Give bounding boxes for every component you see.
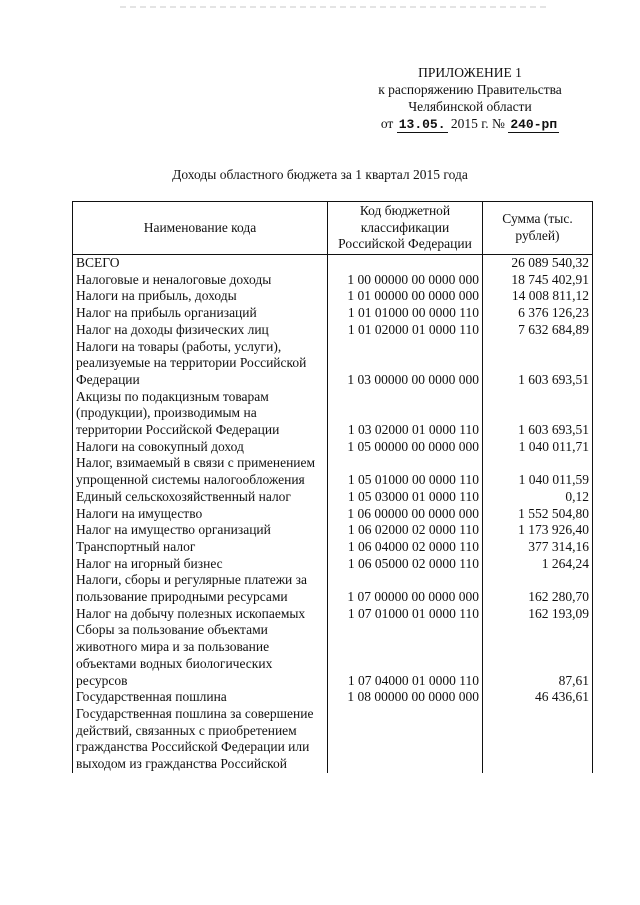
row-amount: 26 089 540,32 — [483, 255, 593, 272]
row-name: Налоговые и неналоговые доходы — [73, 272, 328, 289]
row-amount: 1 040 011,71 — [483, 439, 593, 456]
table-row — [73, 706, 593, 773]
row-amount: 1 603 693,51 — [483, 339, 593, 389]
table-row — [73, 489, 593, 506]
row-name: Налоги на имущество — [73, 506, 328, 523]
row-code: 1 08 00000 00 0000 000 — [328, 689, 483, 706]
row-code: 1 07 04000 01 0000 110 — [328, 622, 483, 689]
table-row — [73, 255, 593, 272]
row-code — [328, 706, 483, 773]
table-row — [73, 288, 593, 305]
row-code: 1 06 00000 00 0000 000 — [328, 506, 483, 523]
row-amount: 162 193,09 — [483, 606, 593, 623]
table-header-row — [73, 202, 593, 255]
row-code: 1 06 02000 02 0000 110 — [328, 522, 483, 539]
row-code — [328, 255, 483, 272]
scan-artifact — [120, 6, 550, 8]
row-code: 1 01 01000 00 0000 110 — [328, 305, 483, 322]
table-row — [73, 305, 593, 322]
row-amount: 1 040 011,59 — [483, 455, 593, 488]
header-name: Наименование кода — [73, 202, 328, 255]
date-value: 13.05. — [398, 117, 446, 132]
row-name: Налог на добычу полезных ископаемых — [73, 606, 328, 623]
row-name: Сборы за пользование объектами животного мира и за пользование объектами водных биологических ресурсов — [73, 622, 328, 689]
table-row — [73, 439, 593, 456]
table-row — [73, 689, 593, 706]
row-amount: 1 173 926,40 — [483, 522, 593, 539]
row-code: 1 05 03000 01 0000 110 — [328, 489, 483, 506]
row-name: Налог, взимаемый в связи с применением упрощенной системы налогообложения — [73, 455, 328, 488]
table-row — [73, 522, 593, 539]
row-amount: 377 314,16 — [483, 539, 593, 556]
row-code: 1 05 01000 00 0000 110 — [328, 455, 483, 488]
table-row — [73, 506, 593, 523]
row-name: Налог на имущество организаций — [73, 522, 328, 539]
row-name: Акцизы по подакцизным товарам (продукции), производимым на территории Российской Федерации — [73, 389, 328, 439]
row-name: Налоги на товары (работы, услуги), реализуемые на территории Российской Федерации — [73, 339, 328, 389]
row-name: ВСЕГО — [73, 255, 328, 272]
order-number: 240-рп — [510, 117, 558, 132]
row-amount: 1 552 504,80 — [483, 506, 593, 523]
header-amount: Сумма (тыс. рублей) — [483, 202, 593, 255]
table-row — [73, 539, 593, 556]
row-code: 1 06 04000 02 0000 110 — [328, 539, 483, 556]
appendix-date-line — [360, 115, 580, 133]
row-code: 1 00 00000 00 0000 000 — [328, 272, 483, 289]
row-amount: 87,61 — [483, 622, 593, 689]
row-code: 1 03 02000 01 0000 110 — [328, 389, 483, 439]
table-row — [73, 556, 593, 573]
table-row — [73, 606, 593, 623]
row-name: Единый сельскохозяйственный налог — [73, 489, 328, 506]
appendix-title: ПРИЛОЖЕНИЕ 1 — [418, 65, 522, 80]
appendix-line-2: Челябинской области — [408, 99, 532, 114]
row-amount: 1 603 693,51 — [483, 389, 593, 439]
row-amount: 1 264,24 — [483, 556, 593, 573]
row-code: 1 05 00000 00 0000 000 — [328, 439, 483, 456]
row-code: 1 03 00000 00 0000 000 — [328, 339, 483, 389]
row-name: Транспортный налог — [73, 539, 328, 556]
table-row — [73, 622, 593, 689]
table-row — [73, 322, 593, 339]
date-prefix: от — [380, 116, 394, 131]
row-amount: 0,12 — [483, 489, 593, 506]
table-row — [73, 339, 593, 389]
row-amount: 18 745 402,91 — [483, 272, 593, 289]
row-code: 1 06 05000 02 0000 110 — [328, 556, 483, 573]
budget-table — [72, 201, 593, 773]
row-amount: 7 632 684,89 — [483, 322, 593, 339]
row-name: Налог на игорный бизнес — [73, 556, 328, 573]
row-name: Налог на доходы физических лиц — [73, 322, 328, 339]
row-code: 1 07 01000 01 0000 110 — [328, 606, 483, 623]
document-title: Доходы областного бюджета за 1 квартал 2015 года — [172, 167, 468, 182]
row-code: 1 01 02000 01 0000 110 — [328, 322, 483, 339]
row-name: Государственная пошлина за совершение действий, связанных с приобретением гражданства Российской Федерации или выходом из гражданства Российской — [73, 706, 328, 773]
row-code: 1 07 00000 00 0000 000 — [328, 572, 483, 605]
header-code: Код бюджетной классификации Российской Федерации — [328, 202, 483, 255]
table-row — [73, 272, 593, 289]
appendix-block — [360, 64, 580, 133]
row-name: Налоги на совокупный доход — [73, 439, 328, 456]
row-name: Налог на прибыль организаций — [73, 305, 328, 322]
table-row — [73, 389, 593, 439]
row-amount: 162 280,70 — [483, 572, 593, 605]
row-amount — [483, 706, 593, 773]
appendix-line-1: к распоряжению Правительства — [378, 82, 562, 97]
row-name: Государственная пошлина — [73, 689, 328, 706]
row-name: Налоги на прибыль, доходы — [73, 288, 328, 305]
row-amount: 46 436,61 — [483, 689, 593, 706]
row-code: 1 01 00000 00 0000 000 — [328, 288, 483, 305]
row-name: Налоги, сборы и регулярные платежи за пользование природными ресурсами — [73, 572, 328, 605]
table-row — [73, 572, 593, 605]
row-amount: 14 008 811,12 — [483, 288, 593, 305]
row-amount: 6 376 126,23 — [483, 305, 593, 322]
date-year: 2015 г. № — [450, 116, 505, 131]
table-row — [73, 455, 593, 488]
